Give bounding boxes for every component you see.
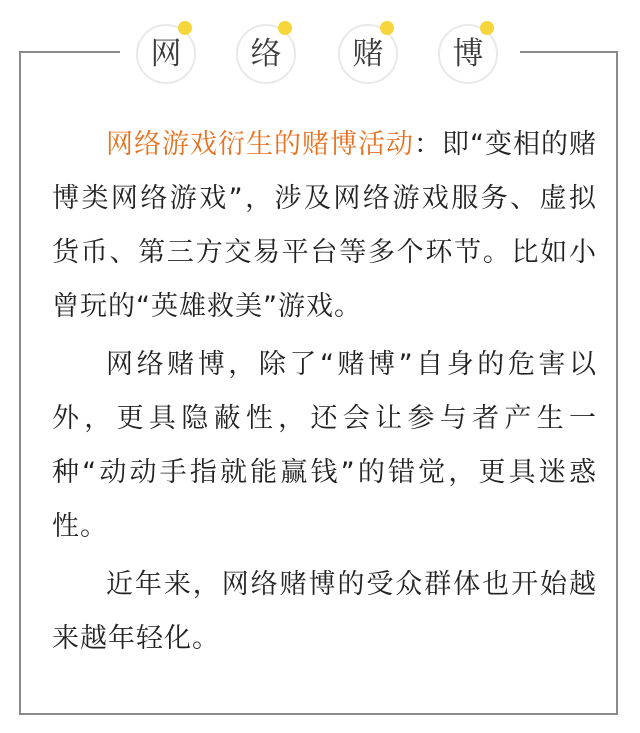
paragraph-text: 网络赌博，除了“赌博”自身的危害以外，更具隐蔽性，还会让参与者产生一种“动动手指就能赢钱”的错觉，更具迷惑性。	[52, 349, 597, 542]
title-char-text: 博	[452, 35, 484, 72]
dot-icon	[278, 21, 292, 35]
dot-icon	[480, 21, 494, 35]
title-char-text: 络	[250, 35, 282, 72]
paragraph-1	[52, 118, 597, 334]
title-char-4	[438, 24, 498, 84]
title-char-3	[338, 24, 398, 84]
highlight-term: 网络游戏衍生的赌博活动	[106, 129, 414, 160]
paragraph-text: ：即“变相的赌博类网络游戏”，涉及网络游戏服务、虚拟货币、第三方交易平台等多个环节。比如小曾玩的“英雄救美”游戏。	[52, 129, 597, 322]
paragraph-text: 近年来，网络赌博的受众群体也开始越来越年轻化。	[52, 569, 597, 654]
dot-icon	[178, 21, 192, 35]
article-body	[52, 118, 597, 670]
paragraph-2	[52, 338, 597, 554]
title-char-2	[236, 24, 296, 84]
title-char-text: 网	[150, 35, 182, 72]
title-banner	[120, 14, 520, 94]
dot-icon	[380, 21, 394, 35]
title-char-1	[136, 24, 196, 84]
paragraph-3	[52, 558, 597, 666]
title-char-text: 赌	[352, 35, 384, 72]
